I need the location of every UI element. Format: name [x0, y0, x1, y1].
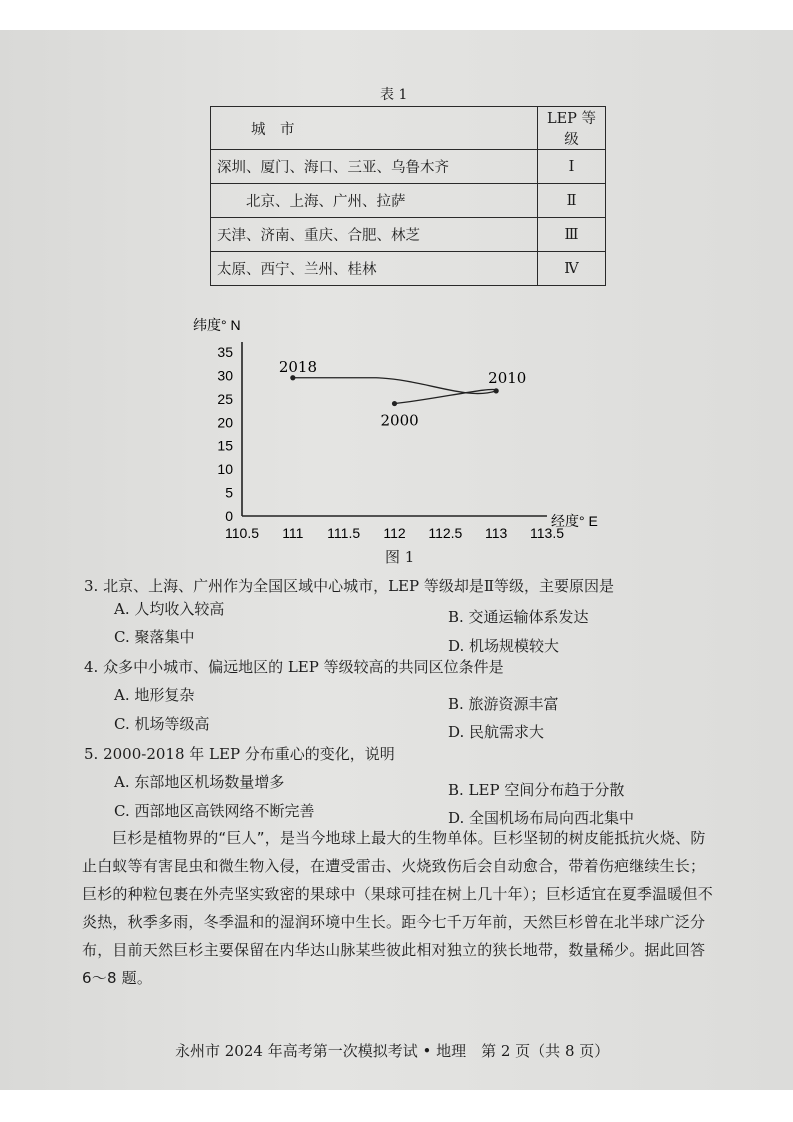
question-3-option-a: A. 人均收入较高 [114, 600, 225, 618]
passage-text: 巨杉是植物界的“巨人”，是当今地球上最大的生物单体。巨杉坚韧的树皮能抵抗火烧、防止白蚁等有害昆虫和微生物入侵，在遭受雷击、火烧致伤后会自动愈合，带着伤疤继续生长；巨杉的种粒包裹在外壳坚实致密的果球中（果球可挂在树上几十年）；巨杉适宜在夏季温暖但不炎热，秋季多雨，冬季温和的湿润环境中生长。距今七千万年前，天然巨杉曾在北半球广泛分布，目前天然巨杉主要保留在内华达山脉某些彼此相对独立的狭长地带，数量稀少。据此回答 6～8 题。 [82, 829, 713, 987]
table-row [211, 150, 606, 184]
y-tick-label: 25 [217, 390, 233, 407]
gravity-center-track [293, 378, 496, 404]
data-point-2018 [290, 375, 295, 380]
table-cell-level: Ⅲ [538, 218, 606, 252]
table-cell-cities: 太原、西宁、兰州、桂林 [211, 252, 538, 286]
question-4-option-a: A. 地形复杂 [114, 686, 195, 704]
table-cell-cities: 天津、济南、重庆、合肥、林芝 [211, 218, 538, 252]
table-caption: 表 1 [380, 87, 408, 103]
y-tick-label: 30 [217, 367, 233, 384]
y-tick-label: 0 [225, 508, 233, 524]
question-3-option-c: C. 聚落集中 [114, 628, 195, 646]
page-footer: 永州市 2024 年高考第一次模拟考试 • 地理 第 2 页（共 8 页） [175, 1042, 610, 1060]
x-tick-label: 111.5 [327, 525, 361, 541]
table-header-row [211, 107, 606, 150]
lep-table [210, 106, 606, 286]
x-tick-label: 112.5 [428, 525, 463, 541]
table-row [211, 218, 606, 252]
table-cell-cities: 深圳、厦门、海口、三亚、乌鲁木齐 [211, 150, 538, 184]
x-axis-label: 经度° E [551, 513, 598, 529]
x-tick-label: 110.5 [225, 525, 259, 541]
data-label-2000: 2000 [380, 411, 419, 430]
question-4-option-b: B. 旅游资源丰富 [448, 695, 559, 713]
data-point-2000 [392, 401, 397, 406]
question-4-stem: 4. 众多中小城市、偏远地区的 LEP 等级较高的共同区位条件是 [84, 658, 504, 676]
figure-caption: 图 1 [385, 548, 415, 566]
y-tick-label: 5 [225, 484, 233, 501]
y-tick-label: 15 [217, 437, 233, 454]
question-5-stem: 5. 2000-2018 年 LEP 分布重心的变化，说明 [84, 745, 395, 763]
table-cell-level: Ⅰ [538, 150, 606, 184]
question-3-option-b: B. 交通运输体系发达 [448, 608, 589, 626]
question-4-option-c: C. 机场等级高 [114, 715, 210, 733]
question-3-stem: 3. 北京、上海、广州作为全国区域中心城市，LEP 等级却是Ⅱ等级，主要原因是 [84, 577, 615, 595]
y-tick-label: 20 [217, 414, 233, 431]
question-4-option-d: D. 民航需求大 [448, 723, 545, 741]
y-axis-label: 纬度° N [193, 317, 241, 333]
gravity-center-chart [185, 312, 625, 544]
question-5-option-c: C. 西部地区高铁网络不断完善 [114, 802, 315, 820]
x-tick-label: 112 [383, 525, 406, 541]
table-row [211, 184, 606, 218]
y-tick-label: 10 [217, 461, 233, 478]
x-tick-label: 111 [282, 525, 304, 541]
table-cell-level: Ⅱ [538, 184, 606, 218]
table-row [211, 252, 606, 286]
data-label-2010: 2010 [488, 368, 527, 387]
header-level: LEP 等级 [538, 107, 606, 150]
question-5-option-d: D. 全国机场布局向西北集中 [448, 809, 635, 827]
data-label-2018: 2018 [278, 357, 318, 376]
question-3-option-d: D. 机场规模较大 [448, 637, 560, 655]
table-cell-level: Ⅳ [538, 252, 606, 286]
question-5-option-b: B. LEP 空间分布趋于分散 [448, 781, 625, 799]
y-tick-label: 35 [217, 344, 233, 360]
table-cell-cities: 北京、上海、广州、拉萨 [211, 184, 538, 218]
question-5-option-a: A. 东部地区机场数量增多 [114, 773, 285, 791]
header-city: 城 市 [211, 107, 538, 150]
x-tick-label: 113 [485, 525, 508, 541]
data-point-2010 [494, 388, 499, 393]
x-tick-label: 113.5 [530, 525, 564, 541]
